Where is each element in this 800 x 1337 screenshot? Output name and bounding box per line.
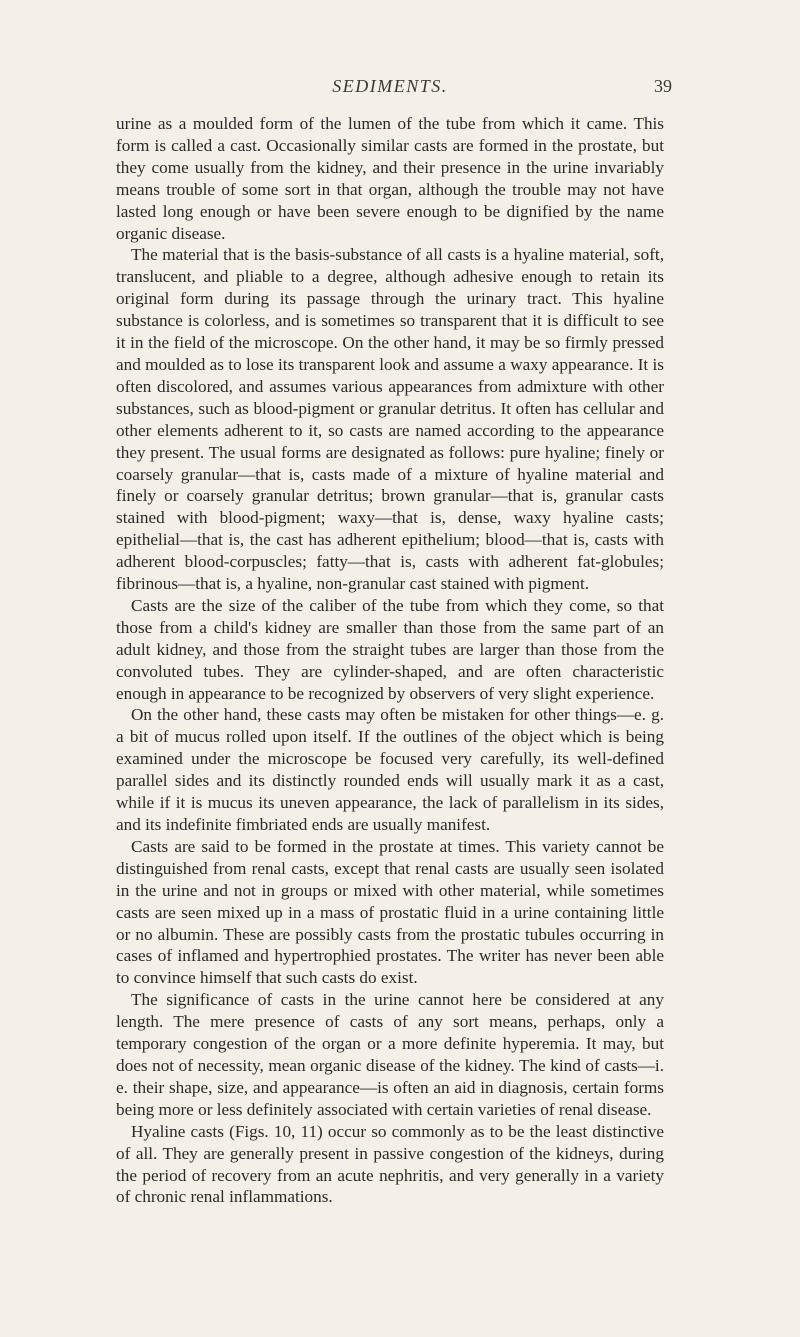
- paragraph-cast-size: Casts are the size of the caliber of the tube from which they come, so that those from a child's kidney are smaller than those from the same part of an adult kidney, and those from the straight tubes are larger than those from the convoluted tubes. They are cylinder-shaped, and are often characteristic enough in appearance to be recognized by observers of very slight experience.: [116, 595, 664, 703]
- page-number: 39: [654, 76, 672, 96]
- paragraph-hyaline-material: The material that is the basis-substance of all casts is a hyaline material, soft, translucent, and pliable to a degree, although adhesive enough to retain its original form during its passage through the urinary tract. This hyaline substance is colorless, and is sometimes so transparent that it is difficult to see it in the field of the microscope. On the other hand, it may be so firmly pressed and moulded as to lose its transparent look and assume a waxy appearance. It is often discolored, and assumes various appearances from admixture with other substances, such as blood-pigment or granular detritus. It often has cellular and other elements adherent to it, so casts are named according to the appearance they present. The usual forms are designated as follows: pure hyaline; finely or coarsely granular—that is, casts made of a mixture of hyaline material and finely or coarsely granular detritus; brown granular—that is, granular casts stained with blood-pigment; waxy—that is, dense, waxy hyaline casts; epithelial—that is, the cast has adherent epithelium; blood—that is, casts with adherent blood-corpuscles; fatty—that is, casts with adherent fat-globules; fibrinous—that is, a hyaline, non-granular cast stained with pigment.: [116, 245, 664, 594]
- paragraph-significance: The significance of casts in the urine cannot here be considered at any length. The mere presence of casts of any sort means, perhaps, only a temporary congestion of the organ or a more definite hyperemia. It may, but does not of necessity, mean organic disease of the kidney. The kind of casts—i. e. their shape, size, and appearance—is often an aid in diagnosis, certain forms being more or less definitely associated with certain varieties of renal disease.: [116, 990, 664, 1119]
- paragraph-mistaken-casts: On the other hand, these casts may often be mistaken for other things—e. g. a bit of mucus rolled upon itself. If the outlines of the object which is being examined under the microscope be focused very carefully, its well-defined parallel sides and its distinctly rounded ends will usually mark it as a cast, while if it is mucus its uneven appearance, the lack of parallelism in its sides, and its indefinite fimbriated ends are usually manifest.: [116, 705, 664, 834]
- paragraph-hyaline-casts: Hyaline casts (Figs. 10, 11) occur so commonly as to be the least distinctive of all. They are generally present in passive congestion of the kidneys, during the period of recovery from an acute nephritis, and very generally in a variety of chronic renal inflammations.: [116, 1121, 664, 1207]
- paragraph-continuation: urine as a moulded form of the lumen of the tube from which it came. This form is called a cast. Occasionally similar casts are formed in the prostate, but they come usually from the kidney, and their presence in the urine invariably means trouble of some sort in that organ, although the trouble may not have lasted long enough or have been severe enough to be dignified by the name organic disease.: [116, 114, 664, 243]
- running-title: SEDIMENTS.: [332, 76, 448, 96]
- running-head: [116, 76, 672, 104]
- body-text: [116, 113, 664, 1208]
- paragraph-prostate-casts: Casts are said to be formed in the prostate at times. This variety cannot be distinguished from renal casts, except that renal casts are usually seen isolated in the urine and not in groups or mixed with other material, while sometimes casts are seen mixed up in a mass of prostatic fluid in a urine containing little or no albumin. These are possibly casts from the prostatic tubules occurring in cases of inflamed and hypertrophied prostates. The writer has never been able to convince himself that such casts do exist.: [116, 836, 664, 988]
